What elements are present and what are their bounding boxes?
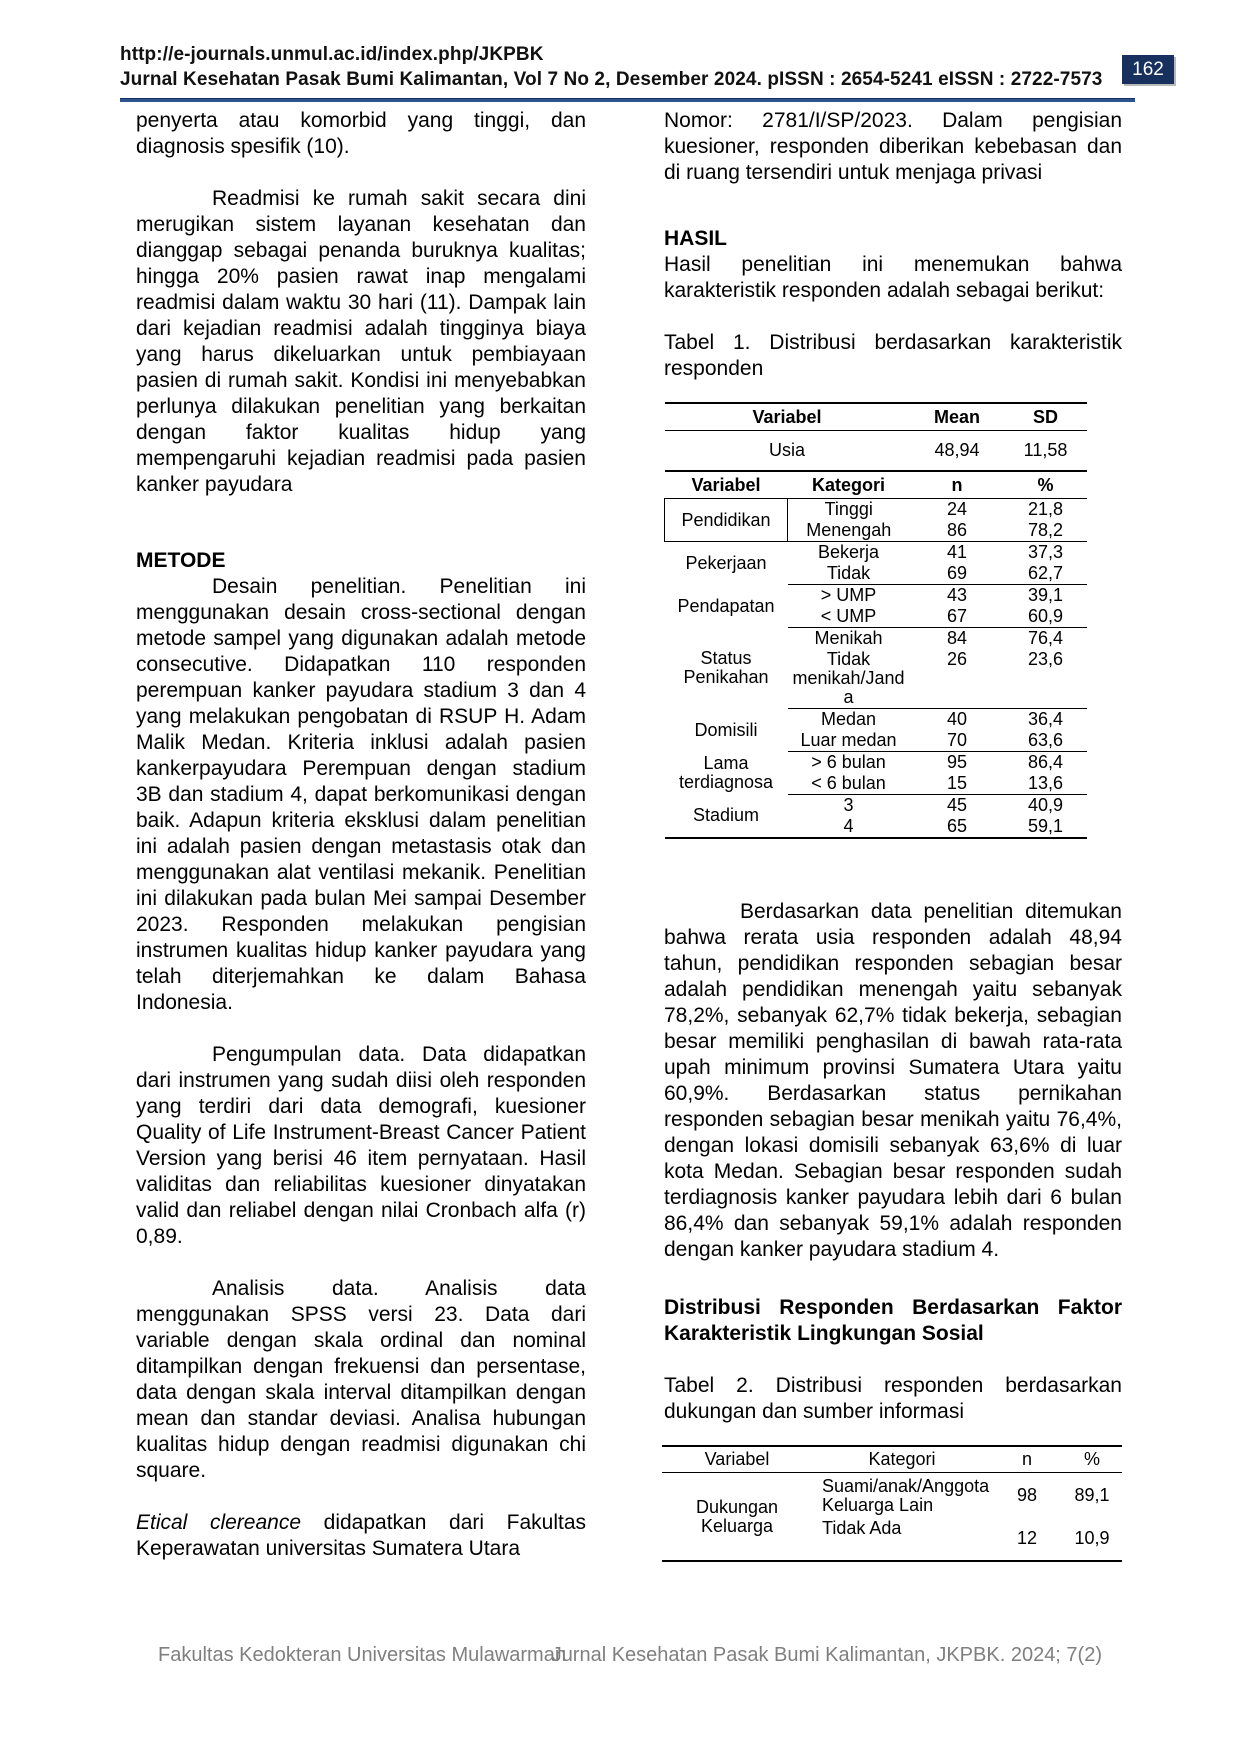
- t2-head-kategori: Kategori: [812, 1446, 992, 1473]
- t1-cell: > UMP: [820, 585, 877, 605]
- t1-var-pendapatan: Pendapatan: [677, 595, 775, 616]
- t2-cell: 10,9: [1074, 1528, 1110, 1548]
- paragraph-hasil-intro: Hasil penelitian ini menemukan bahwa karakteristik responden adalah sebagai berikut:: [664, 253, 1122, 302]
- t1-var-status-penikahan: Status Penikahan: [683, 648, 769, 687]
- t1-cell: 86,4: [1027, 752, 1064, 772]
- t2-head-variabel: Variabel: [662, 1446, 812, 1473]
- table-dukungan-sumber-informasi: [662, 1445, 1122, 1562]
- footer-journal-citation: Jurnal Kesehatan Pasak Bumi Kalimantan, JKPBK. 2024; 7(2): [551, 1644, 1102, 1666]
- ethical-clearance-rest: didapatkan dari Fakultas Keperawatan universitas Sumatera Utara: [136, 1511, 587, 1560]
- t1-cell: 23,6: [1005, 649, 1087, 709]
- t1-cell: Menikah: [814, 628, 883, 648]
- t1-cell: 45: [947, 795, 968, 815]
- table-row: [665, 628, 1087, 650]
- paragraph-berdasarkan-data: Berdasarkan data penelitian ditemukan bahwa rerata usia responden adalah 48,94 tahun, pendidikan responden sebagian besar adalah pendidikan menengah yaitu sebanyak 78,2%, sebanyak 62,7% tidak bekerja, sebagian besar memiliki penghasilan di bawah rata-rata upah minimum provinsi Sumatera Utara yaitu 60,9%. Berdasarkan status pernikahan responden sebagian besar menikah yaitu 76,4%, dengan lokasi domisili sebanyak 63,6% di luar kota Medan. Sebagian besar responden sudah terdiagnosis kanker payudara lebih dari 6 bulan 86,4% dan sebanyak 59,1% adalah responden dengan kanker payudara stadium 4.: [664, 900, 1122, 1261]
- table-row: [665, 431, 1087, 472]
- table-row: [665, 752, 1087, 774]
- journal-info-line: Jurnal Kesehatan Pasak Bumi Kalimantan, Vol 7 No 2, Desember 2024. pISSN : 2654-5241 eISSN : 2722-7573: [120, 69, 1103, 90]
- table-row: [665, 709, 1087, 731]
- t1-cell: > 6 bulan: [811, 752, 886, 772]
- t1-cell: 41: [947, 542, 968, 562]
- t1-cell: 37,3: [1027, 542, 1064, 562]
- t1-cell: < UMP: [788, 606, 910, 628]
- t1-cell: 59,1: [1027, 816, 1064, 836]
- t1-head2-kategori: Kategori: [788, 471, 910, 499]
- table-row: [662, 1473, 1122, 1518]
- t1-usia-sd: 11,58: [1005, 431, 1087, 472]
- journal-url: http://e-journals.unmul.ac.id/index.php/JKPBK: [120, 44, 544, 65]
- two-column-body: [136, 108, 1122, 1562]
- t1-cell: 21,8: [1027, 499, 1064, 519]
- table-row: [665, 499, 1087, 521]
- t1-cell: 76,4: [1027, 628, 1064, 648]
- table-row: [665, 403, 1087, 431]
- paragraph-readmisi: Readmisi ke rumah sakit secara dini merugikan sistem layanan kesehatan dan dianggap sebagai penanda buruknya kualitas; hingga 20% pasien rawat inap mengalami readmisi dalam waktu 30 hari (11). Dampak lain dari kejadian readmisi adalah tingginya biaya yang harus dikeluarkan untuk pembiayaan pasien di rumah sakit. Kondisi ini menyebabkan perlunya dilakukan penelitian yang berkaitan dengan faktor kualitas hidup yang mempengaruhi kejadian readmisi pada pasien kanker payudara: [136, 187, 586, 496]
- t1-head2-n: n: [910, 471, 1005, 499]
- paragraph-ethical-clearance: [136, 1510, 586, 1562]
- t1-cell: 26: [910, 649, 1005, 709]
- t1-cell: Bekerja: [817, 542, 880, 562]
- t1-cell: Luar medan: [788, 730, 910, 752]
- paragraph-analisis-data: Analisis data. Analisis data menggunakan SPSS versi 23. Data dari variable dengan skala ordinal dan nominal ditampilkan dengan frekuensi dan persentase, data dengan skala interval ditampilkan dengan mean dan standar deviasi. Analisa hubungan kualitas hidup dengan readmisi digunakan chi square.: [136, 1277, 586, 1482]
- header-divider-rule: [120, 98, 1135, 102]
- t1-cell: 78,2: [1005, 520, 1087, 542]
- t1-cell: 4: [843, 816, 854, 836]
- t1-cell: 84: [947, 628, 968, 648]
- t1-head2-pct: %: [1005, 471, 1087, 499]
- t1-cell: Tidak: [788, 563, 910, 585]
- table-row: [665, 471, 1087, 499]
- t1-cell: 15: [910, 773, 1005, 795]
- paragraph-intro-continuation: penyerta atau komorbid yang tinggi, dan diagnosis spesifik (10).: [136, 109, 586, 158]
- t1-var-stadium: Stadium: [692, 805, 760, 826]
- heading-distribusi-lingkungan-sosial: Distribusi Responden Berdasarkan Faktor Karakteristik Lingkungan Sosial: [664, 1296, 1122, 1345]
- t1-cell: Menengah: [788, 520, 910, 542]
- page-header: [120, 42, 1135, 92]
- t1-cell: 36,4: [1027, 709, 1064, 729]
- t2-cell: 98: [1016, 1484, 1038, 1505]
- table1-caption: Tabel 1. Distribusi berdasarkan karakteristik responden: [664, 331, 1122, 380]
- t1-var-pendidikan: Pendidikan: [665, 499, 788, 542]
- t1-cell: Tidak menikah/Janda: [788, 649, 910, 709]
- footer-faculty: Fakultas Kedokteran Universitas Mulawarman: [158, 1644, 566, 1666]
- t1-var-lama-terdiagnosa: Lama terdiagnosa: [678, 753, 774, 792]
- t1-cell: Tinggi: [824, 499, 873, 519]
- heading-hasil: HASIL: [664, 227, 727, 250]
- left-column: [136, 108, 586, 1562]
- t1-cell: 62,7: [1005, 563, 1087, 585]
- t1-cell: Medan: [820, 709, 877, 729]
- table-karakteristik-responden: [664, 402, 1087, 839]
- paragraph-nomor-sp: Nomor: 2781/I/SP/2023. Dalam pengisian kuesioner, responden diberikan kebebasan dan di ruang tersendiri untuk menjaga privasi: [664, 109, 1122, 184]
- t2-cell: Suami/anak/Anggota Keluarga Lain: [822, 1476, 990, 1515]
- t1-head2-variabel: Variabel: [665, 471, 788, 499]
- t1-var-pekerjaan: Pekerjaan: [685, 552, 767, 573]
- t1-cell: 95: [947, 752, 968, 772]
- t1-cell: 13,6: [1005, 773, 1087, 795]
- paragraph-desain-penelitian: Desain penelitian. Penelitian ini menggunakan desain cross-sectional dengan metode sampel yang digunakan adalah metode consecutive. Didapatkan 110 responden perempuan kanker payudara stadium 3 dan 4 yang melakukan pengobatan di RSUP H. Adam Malik Medan. Kriteria inklusi adalah pasien kankerpayudara Perempuan dengan stadium 3B dan stadium 4, dapat berkomunikasi dengan baik. Adapun kriteria eksklusi dalam penelitian ini adalah pasien dengan metastasis otak dan menggunakan alat ventilasi mekanik. Penelitian ini dilakukan pada bulan Mei sampai Desember 2023. Responden melakukan pengisian instrumen kualitas hidup kanker payudara yang telah diterjemahkan ke dalam Bahasa Indonesia.: [136, 575, 586, 1014]
- table-row: [665, 585, 1087, 607]
- t1-cell: 65: [947, 816, 968, 836]
- t1-cell: 67: [910, 606, 1005, 628]
- t1-head-mean: Mean: [910, 403, 1005, 431]
- table-row: [665, 795, 1087, 817]
- right-column: [664, 108, 1122, 1562]
- t1-cell: 70: [910, 730, 1005, 752]
- t2-cell: 89,1: [1074, 1484, 1110, 1505]
- heading-metode: METODE: [136, 549, 226, 572]
- t1-cell: 40: [947, 709, 968, 729]
- t2-head-pct: %: [1062, 1446, 1122, 1473]
- t1-cell: 86: [910, 520, 1005, 542]
- paragraph-pengumpulan-data: Pengumpulan data. Data didapatkan dari instrumen yang sudah diisi oleh responden yang terdiri dari data demografi, kuesioner Quality of Life Instrument-Breast Cancer Patient Version yang berisi 46 item pernyataan. Hasil validitas dan reliabilitas kuesioner dinyatakan valid dan reliabel dengan nilai Cronbach alfa (r) 0,89.: [136, 1043, 586, 1248]
- table-row: [662, 1446, 1122, 1473]
- t1-cell: 40,9: [1027, 795, 1064, 815]
- t1-usia-label: Usia: [665, 431, 910, 472]
- page-number-badge: 162: [1122, 55, 1174, 84]
- t1-cell: 63,6: [1005, 730, 1087, 752]
- t1-usia-mean: 48,94: [910, 431, 1005, 472]
- t1-var-domisili: Domisili: [694, 719, 758, 740]
- t1-head-sd: SD: [1005, 403, 1087, 431]
- t2-var-dukungan-keluarga: Dukungan Keluarga: [695, 1496, 779, 1536]
- table-row: [665, 542, 1087, 564]
- t2-head-n: n: [992, 1446, 1062, 1473]
- t1-head-variabel: Variabel: [665, 403, 910, 431]
- t1-cell: 69: [910, 563, 1005, 585]
- t1-cell: 60,9: [1005, 606, 1087, 628]
- t1-cell: 3: [843, 795, 854, 815]
- t2-cell: 12: [1016, 1528, 1038, 1548]
- t1-cell: 24: [947, 499, 968, 519]
- t2-cell: Tidak Ada: [822, 1518, 902, 1538]
- table2-caption: Tabel 2. Distribusi responden berdasarkan dukungan dan sumber informasi: [664, 1374, 1122, 1423]
- ethical-clearance-lead: Etical clereance: [136, 1511, 302, 1534]
- t1-cell: 43: [947, 585, 968, 605]
- t1-cell: < 6 bulan: [788, 773, 910, 795]
- t1-cell: 39,1: [1027, 585, 1064, 605]
